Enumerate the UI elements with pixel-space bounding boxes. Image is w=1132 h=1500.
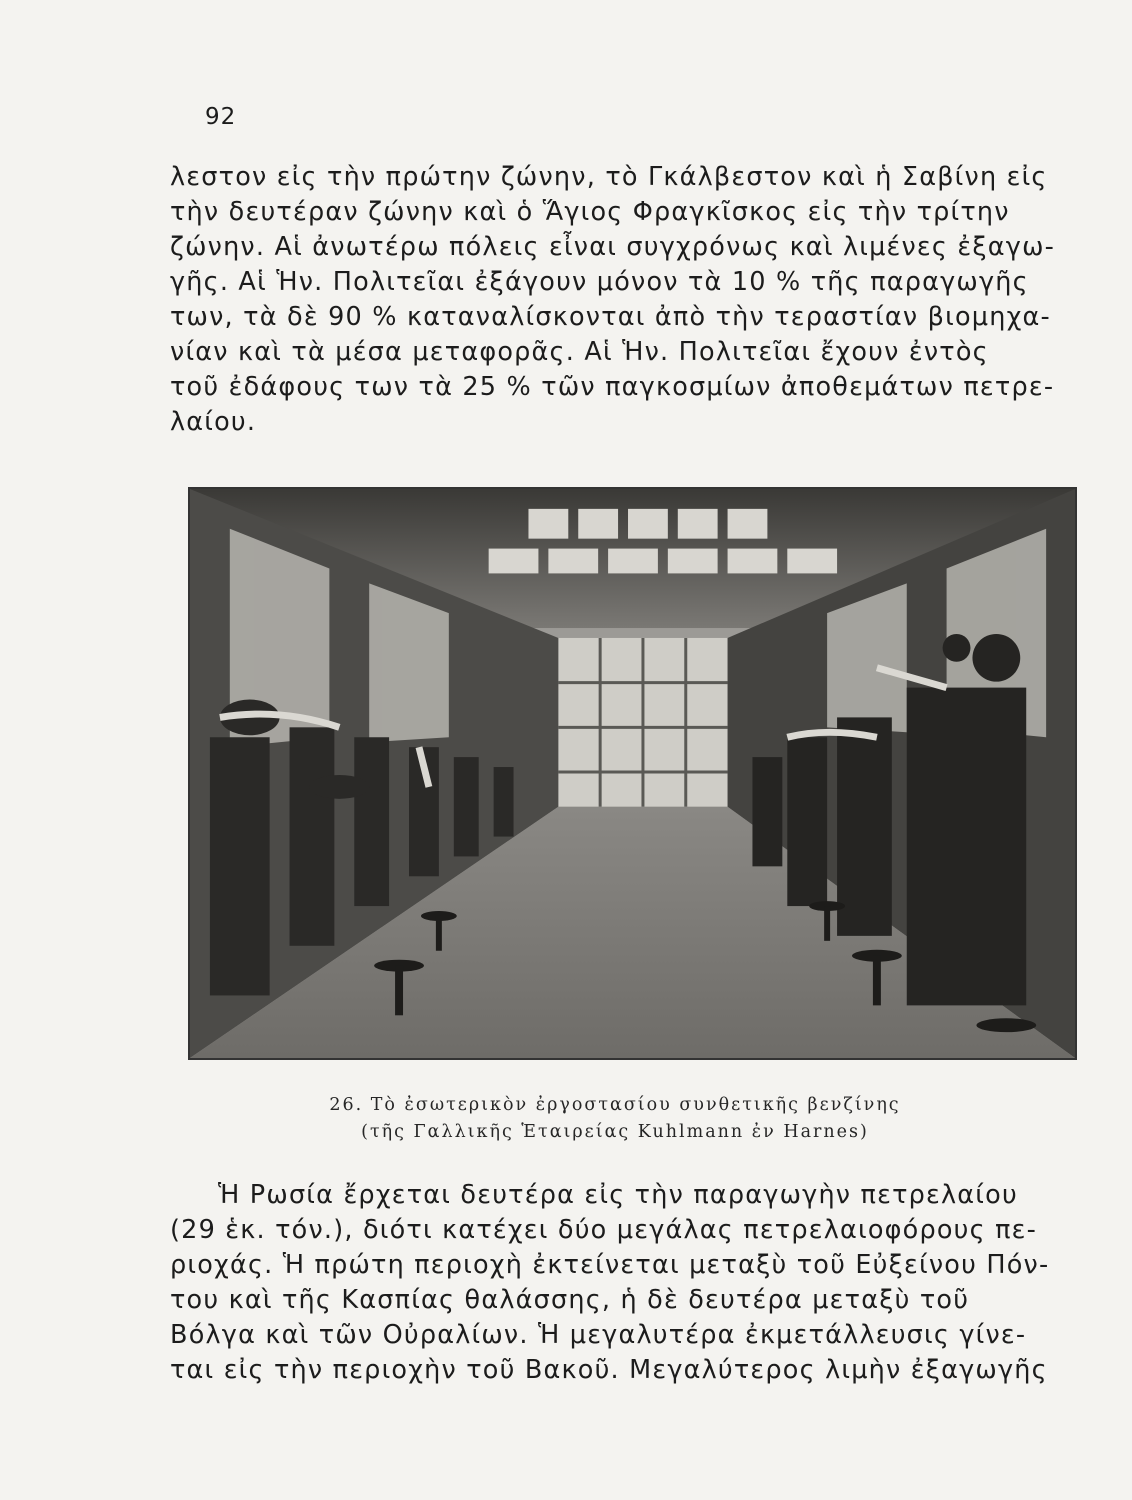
text-line: του καὶ τῆς Κασπίας θαλάσσης, ἡ δὲ δευτέρα μεταξὺ τοῦ (170, 1285, 970, 1315)
factory-interior-photo (188, 487, 1077, 1060)
text-line: ται εἰς τὴν περιοχὴν τοῦ Βακοῦ. Μεγαλύτερος λιμὴν ἐξαγωγῆς (170, 1355, 1048, 1385)
text-line: ριοχάς. Ἡ πρώτη περιοχὴ ἐκτείνεται μεταξὺ τοῦ Εὐξείνου Πόν- (170, 1250, 1050, 1280)
photo-image (190, 489, 1075, 1058)
figure-caption (230, 1092, 1000, 1146)
text-line: τὴν δευτέραν ζώνην καὶ ὁ Ἅγιος Φραγκῖσκος εἰς τὴν τρίτην (170, 197, 1010, 227)
text-line: τοῦ ἐδάφους των τὰ 25 % τῶν παγκοσμίων ἀποθεμάτων πετρε- (170, 372, 1055, 402)
text-line: λεστον εἰς τὴν πρώτην ζώνην, τὸ Γκάλβεστον καὶ ἡ Σαβίνη εἰς (170, 162, 1048, 192)
text-line: Βόλγα καὶ τῶν Οὐραλίων. Ἡ μεγαλυτέρα ἐκμετάλλευσις γίνε- (170, 1320, 1027, 1350)
text-line: νίαν καὶ τὰ μέσα μεταφορᾶς. Αἱ Ἡν. Πολιτεῖαι ἔχουν ἐντὸς (170, 337, 989, 367)
caption-line: 26. Τὸ ἐσωτερικὸν ἐργοστασίου συνθετικῆς βενζίνης (329, 1095, 901, 1115)
caption-line: (τῆς Γαλλικῆς Ἑταιρείας Kuhlmann ἐν Harnes) (361, 1122, 869, 1142)
text-line: γῆς. Αἱ Ἡν. Πολιτεῖαι ἐξάγουν μόνον τὰ 10 % τῆς παραγωγῆς (170, 267, 1029, 297)
paragraph-top (170, 160, 1095, 440)
text-line: ζώνην. Αἱ ἀνωτέρω πόλεις εἶναι συγχρόνως καὶ λιμένες ἐξαγω- (170, 232, 1056, 262)
text-line: Ἡ Ρωσία ἔρχεται δευτέρα εἰς τὴν παραγωγὴν πετρελαίου (218, 1180, 1018, 1210)
text-line: (29 ἑκ. τόν.), διότι κατέχει δύο μεγάλας πετρελαιοφόρους πε- (170, 1215, 1038, 1245)
page-number: 92 (205, 104, 237, 130)
paragraph-bottom (170, 1178, 1095, 1388)
text-line: των, τὰ δὲ 90 % καταναλίσκονται ἀπὸ τὴν τεραστίαν βιομηχα- (170, 302, 1051, 332)
text-line: λαίου. (170, 407, 257, 437)
